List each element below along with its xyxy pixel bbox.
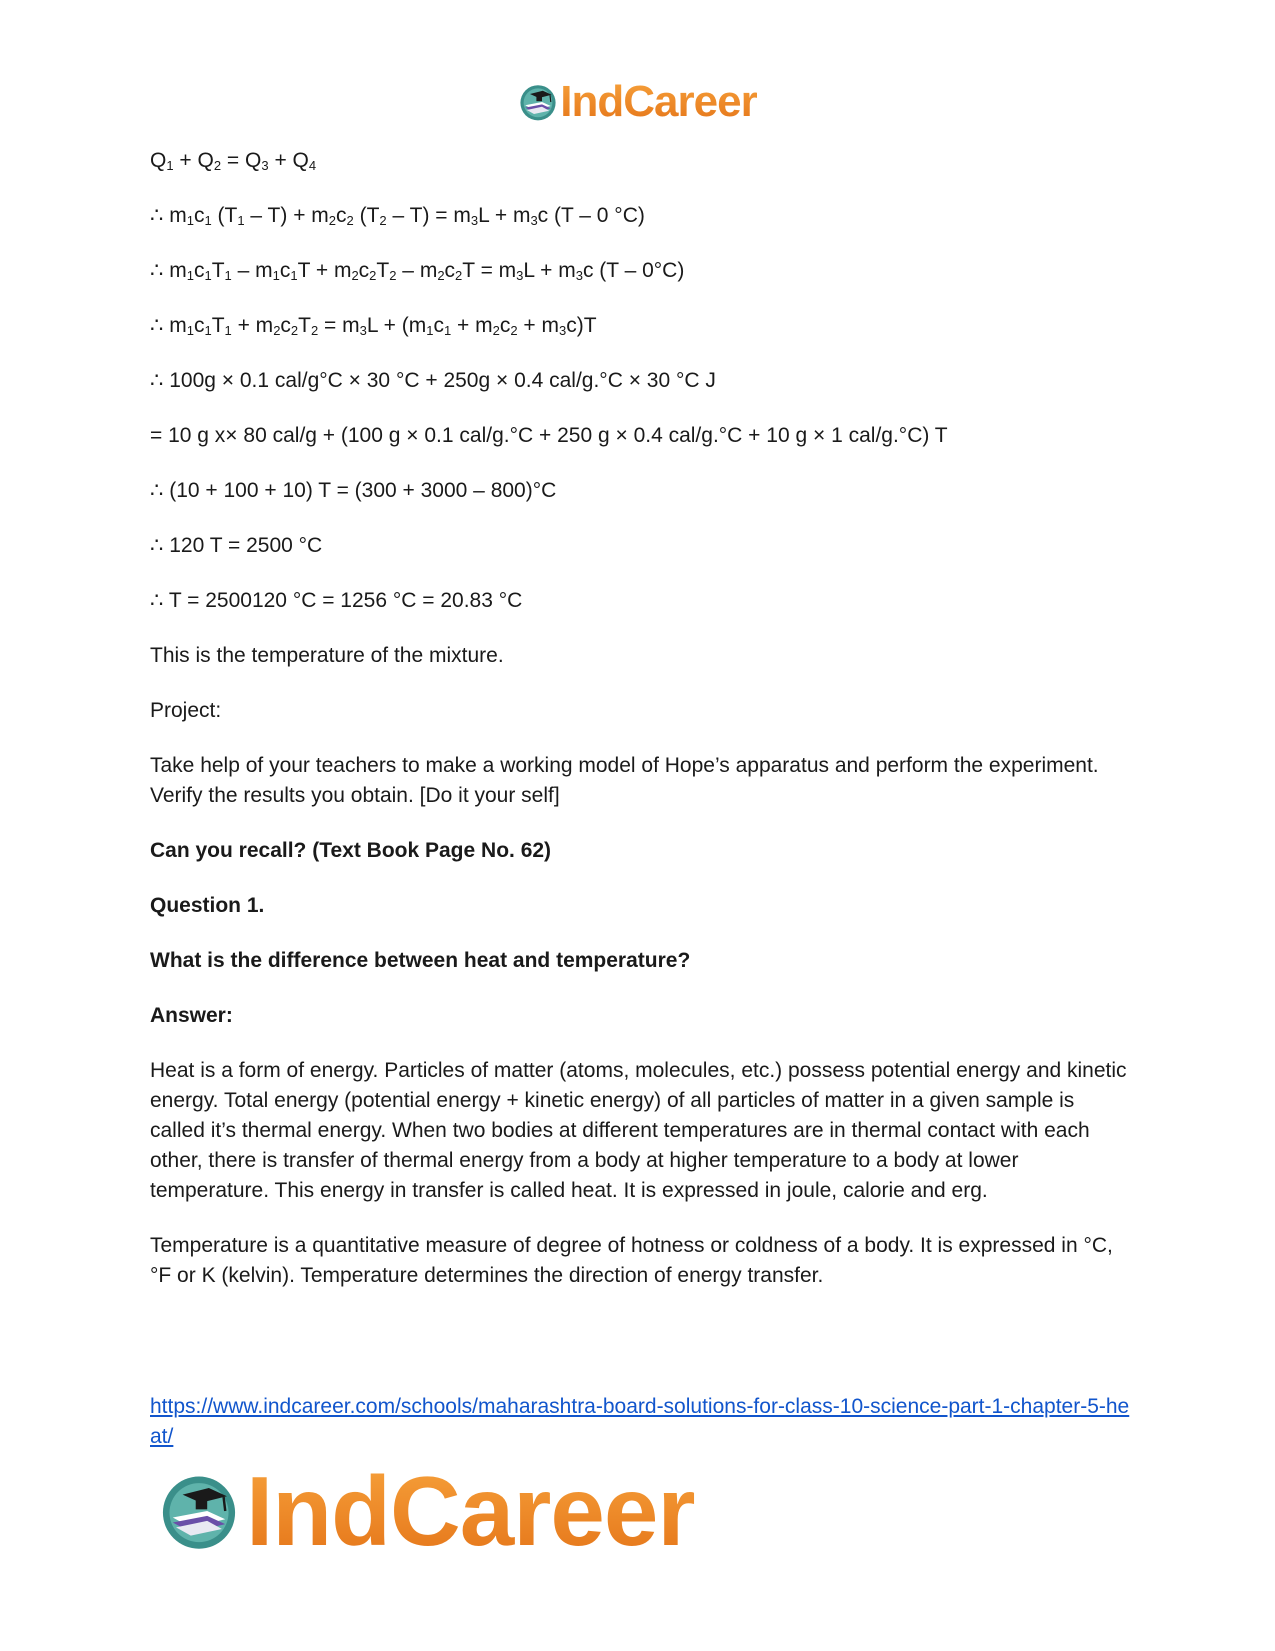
answer-paragraph: Temperature is a quantitative measure of degree of hotness or coldness of a body. It is expressed in °C, °F or K (kelvin). Temperature determines the direction of energy transfer. xyxy=(150,1234,1113,1287)
therefore-symbol: ∴ xyxy=(150,259,164,282)
paragraph: Take help of your teachers to make a working model of Hope’s apparatus and perform the experiment. Verify the results you obtain. [Do it your self] xyxy=(150,754,1099,807)
therefore-symbol: ∴ xyxy=(150,314,164,337)
equation-line xyxy=(150,256,1130,286)
equation-text: 120 T = 2500 °C xyxy=(169,534,323,557)
source-link-block xyxy=(150,1392,1140,1452)
equation-text: $m_1c_1$ $(T_1 - T) + m_2c_2$ $(T_2 - T) = m_3L + m_3c$ (T – 0 °C) xyxy=(169,204,645,228)
header-logo xyxy=(0,77,1275,126)
equation-line xyxy=(150,586,1130,616)
equation-text: = 10 g x× 80 cal/g + (100 g × 0.1 cal/g.°C + 250 g × 0.4 cal/g.°C + 10 g × 1 cal/g.°C) T xyxy=(150,424,948,447)
therefore-symbol: ∴ xyxy=(150,534,164,557)
therefore-symbol: ∴ xyxy=(150,589,164,612)
section-heading: Can you recall? (Text Book Page No. 62) xyxy=(150,839,552,862)
equation-line xyxy=(150,531,1130,561)
graduation-cap-globe-icon xyxy=(158,1470,240,1552)
equation-text: T = 2500120 °C = 1256 °C = 20.83 °C xyxy=(168,589,523,612)
project-label: Project: xyxy=(150,699,222,722)
document-body xyxy=(150,146,1130,1316)
therefore-symbol: ∴ xyxy=(150,369,164,392)
answer-paragraph: Heat is a form of energy. Particles of matter (atoms, molecules, etc.) possess potential energy and kinetic energy. Total energy (potential energy + kinetic energy) of all particles of matter in a given sample is called it’s thermal energy. When two bodies at different temperatures are in thermal contact with each other, there is transfer of thermal energy from a body at higher temperature to a body at lower temperature. This energy in transfer is called heat. It is expressed in joule, calorie and erg. xyxy=(150,1059,1127,1202)
paragraph: This is the temperature of the mixture. xyxy=(150,644,504,667)
equation-line xyxy=(150,421,1130,451)
equation-line xyxy=(150,201,1130,231)
source-link[interactable]: https://www.indcareer.com/schools/maharashtra-board-solutions-for-class-10-science-part-1-chapter-5-heat/ xyxy=(150,1395,1130,1448)
graduation-cap-globe-icon xyxy=(518,82,558,122)
equation-text: (10 + 100 + 10) T = (300 + 3000 – 800)°C xyxy=(169,479,557,502)
footer-logo xyxy=(158,1456,695,1566)
brand-name: IndCareer xyxy=(560,77,757,126)
equation-line: $Q_1 + Q_2 = Q_3 + Q_4$ xyxy=(150,149,317,173)
brand-name: IndCareer xyxy=(246,1456,695,1566)
indcareer-logo xyxy=(158,1456,695,1566)
equation-text: 100g × 0.1 cal/g°C × 30 °C + 250g × 0.4 cal/g.°C × 30 °C J xyxy=(169,369,716,392)
equation-line xyxy=(150,311,1130,341)
answer-label: Answer: xyxy=(150,1004,233,1027)
equation-line xyxy=(150,366,1130,396)
question-number: Question 1. xyxy=(150,894,265,917)
equation-text: $m_1c_1T_1 - m_1c_1T + m_2c_2T_2 - m_2c_2T = m_3L + m_3c$ (T – 0°C) xyxy=(169,259,685,283)
indcareer-logo xyxy=(518,77,757,126)
equation-text: $m_1c_1T_1 + m_2c_2T_2 = m_3L + (m_1c_1 + m_2c_2 + m_3c)T$ xyxy=(169,314,597,338)
equation-line xyxy=(150,476,1130,506)
therefore-symbol: ∴ xyxy=(150,479,164,502)
therefore-symbol: ∴ xyxy=(150,204,164,227)
question-text: What is the difference between heat and temperature? xyxy=(150,949,691,972)
